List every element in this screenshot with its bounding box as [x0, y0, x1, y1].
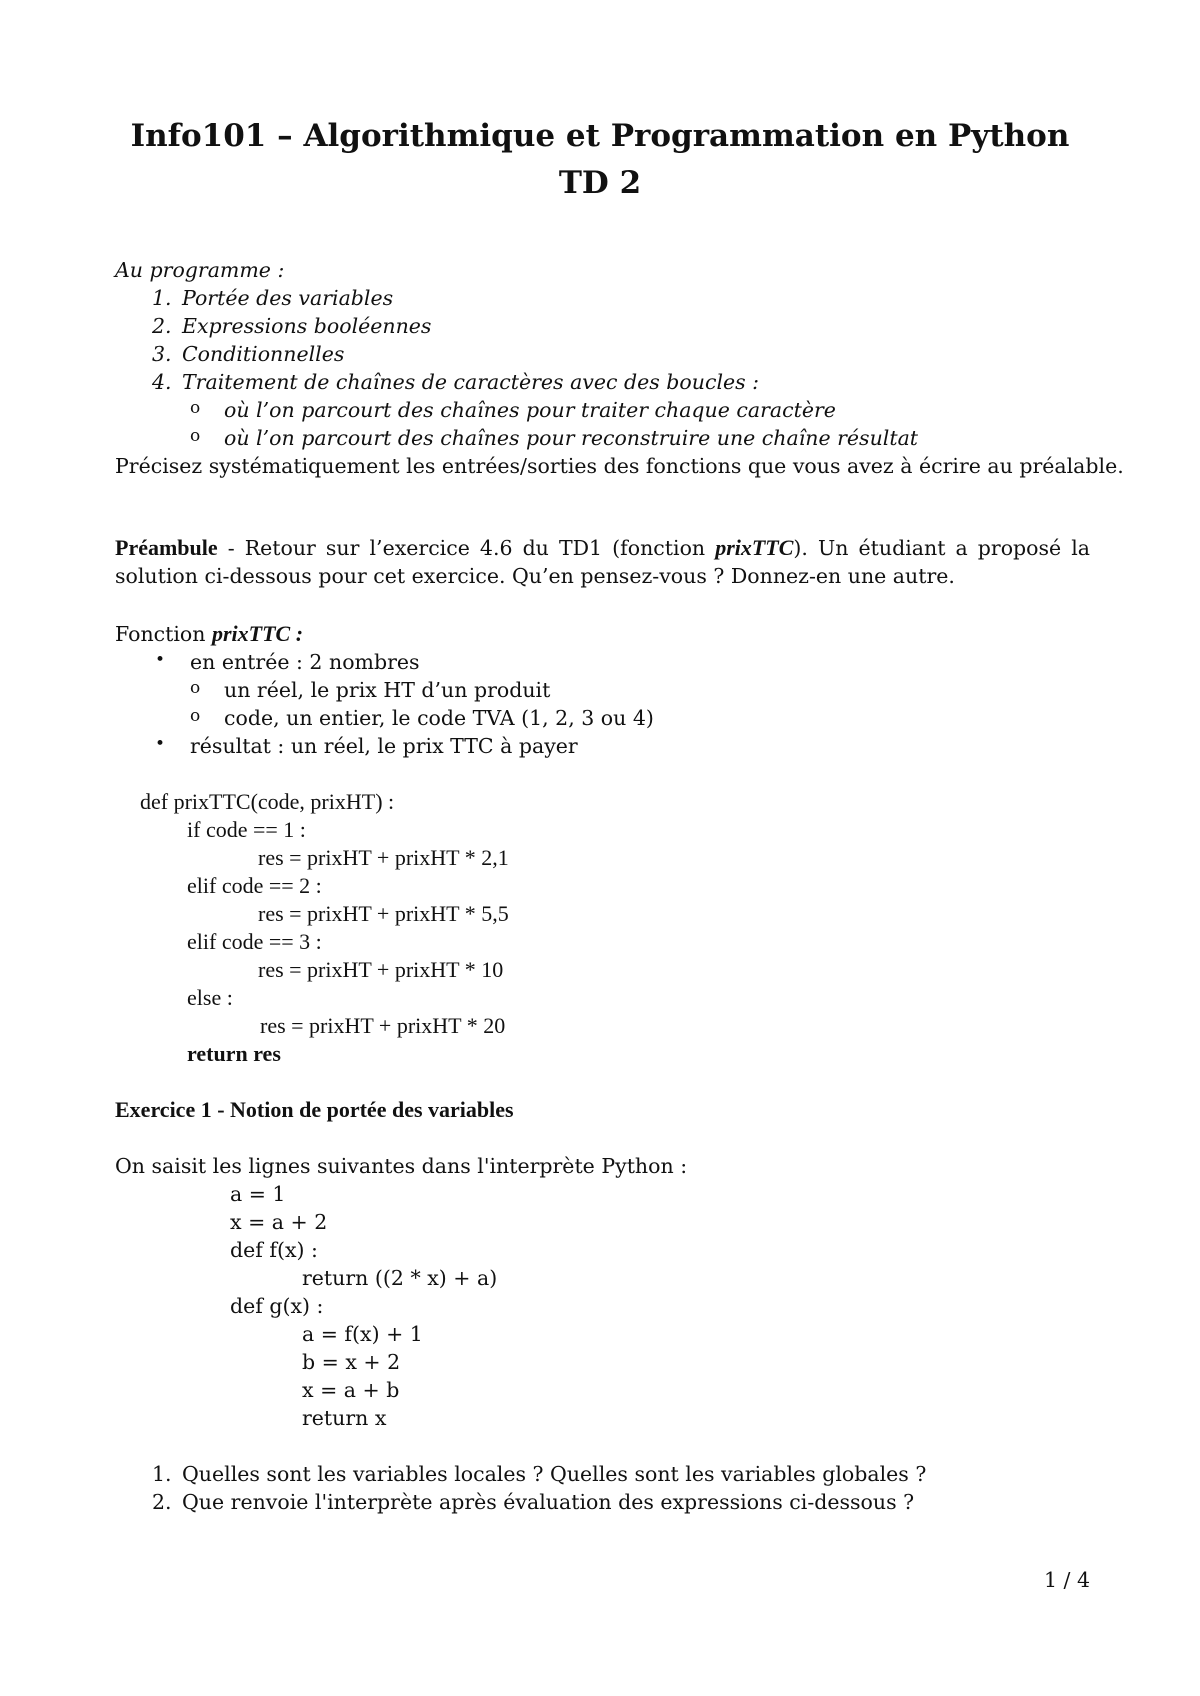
- circle-bullet-icon: o: [190, 706, 201, 726]
- circle-bullet-icon: o: [190, 426, 201, 446]
- fonction-resultat: résultat : un réel, le prix TTC à payer: [190, 734, 578, 758]
- code-line: res = prixHT + prixHT * 10: [258, 957, 504, 982]
- fonction-entree: en entrée : 2 nombres: [190, 650, 420, 674]
- code-line: return x: [302, 1406, 387, 1430]
- fonction-heading: Fonction prixTTC :: [115, 621, 304, 646]
- code-line: a = f(x) + 1: [302, 1322, 423, 1346]
- exercice1-question: 1. Quelles sont les variables locales ? Quelles sont les variables globales ?: [152, 1462, 927, 1486]
- bullet-icon: •: [155, 734, 166, 754]
- circle-bullet-icon: o: [190, 678, 201, 698]
- programme-subitem: où l’on parcourt des chaînes pour traiter chaque caractère: [224, 398, 836, 422]
- bullet-icon: •: [155, 650, 166, 670]
- preambule-paragraph: Préambule - Retour sur l’exercice 4.6 du TD1 (fonction prixTTC). Un étudiant a proposé la solution ci-dessous pour cet exercice. Qu’en pensez-vous ? Donnez-en une autre.: [115, 535, 1091, 588]
- exercice1-intro: On saisit les lignes suivantes dans l'interprète Python :: [115, 1154, 688, 1178]
- document-subtitle: TD 2: [558, 165, 642, 201]
- code-line: def g(x) :: [230, 1294, 324, 1318]
- code-line: elif code == 2 :: [187, 873, 322, 898]
- code-line: elif code == 3 :: [187, 929, 322, 954]
- code-line: res = prixHT + prixHT * 5,5: [258, 901, 509, 926]
- fonction-sub: un réel, le prix HT d’un produit: [224, 678, 551, 702]
- programme-item: 4. Traitement de chaînes de caractères avec des boucles :: [152, 370, 760, 394]
- code-line: if code == 1 :: [187, 817, 306, 842]
- programme-item: 2. Expressions booléennes: [152, 314, 432, 338]
- code-line: else :: [187, 985, 233, 1010]
- code-line: def prixTTC(code, prixHT) :: [140, 789, 395, 814]
- code-line: def f(x) :: [230, 1238, 318, 1262]
- programme-item: 3. Conditionnelles: [152, 342, 345, 366]
- exercice1-question: 2. Que renvoie l'interprète après évaluation des expressions ci-dessous ?: [152, 1490, 915, 1514]
- code-line: return ((2 * x) + a): [302, 1266, 498, 1290]
- exercice1-title: Exercice 1 - Notion de portée des variables: [115, 1097, 514, 1122]
- programme-note: Précisez systématiquement les entrées/sorties des fonctions que vous avez à écrire au préalable.: [115, 454, 1124, 478]
- code-line: res = prixHT + prixHT * 20: [260, 1013, 506, 1038]
- document-title: Info101 – Algorithmique et Programmation en Python: [130, 118, 1070, 154]
- fonction-sub: code, un entier, le code TVA (1, 2, 3 ou 4): [224, 706, 654, 730]
- programme-subitem: où l’on parcourt des chaînes pour reconstruire une chaîne résultat: [224, 426, 919, 450]
- code-line: x = a + 2: [230, 1210, 328, 1234]
- circle-bullet-icon: o: [190, 398, 201, 418]
- code-line: b = x + 2: [302, 1350, 401, 1374]
- page-number: 1 / 4: [1043, 1568, 1090, 1592]
- programme-heading: Au programme :: [115, 258, 285, 282]
- code-line: x = a + b: [302, 1378, 400, 1402]
- code-line: res = prixHT + prixHT * 2,1: [258, 845, 509, 870]
- code-line: return res: [187, 1041, 281, 1066]
- code-line: a = 1: [230, 1182, 286, 1206]
- programme-item: 1. Portée des variables: [152, 286, 394, 310]
